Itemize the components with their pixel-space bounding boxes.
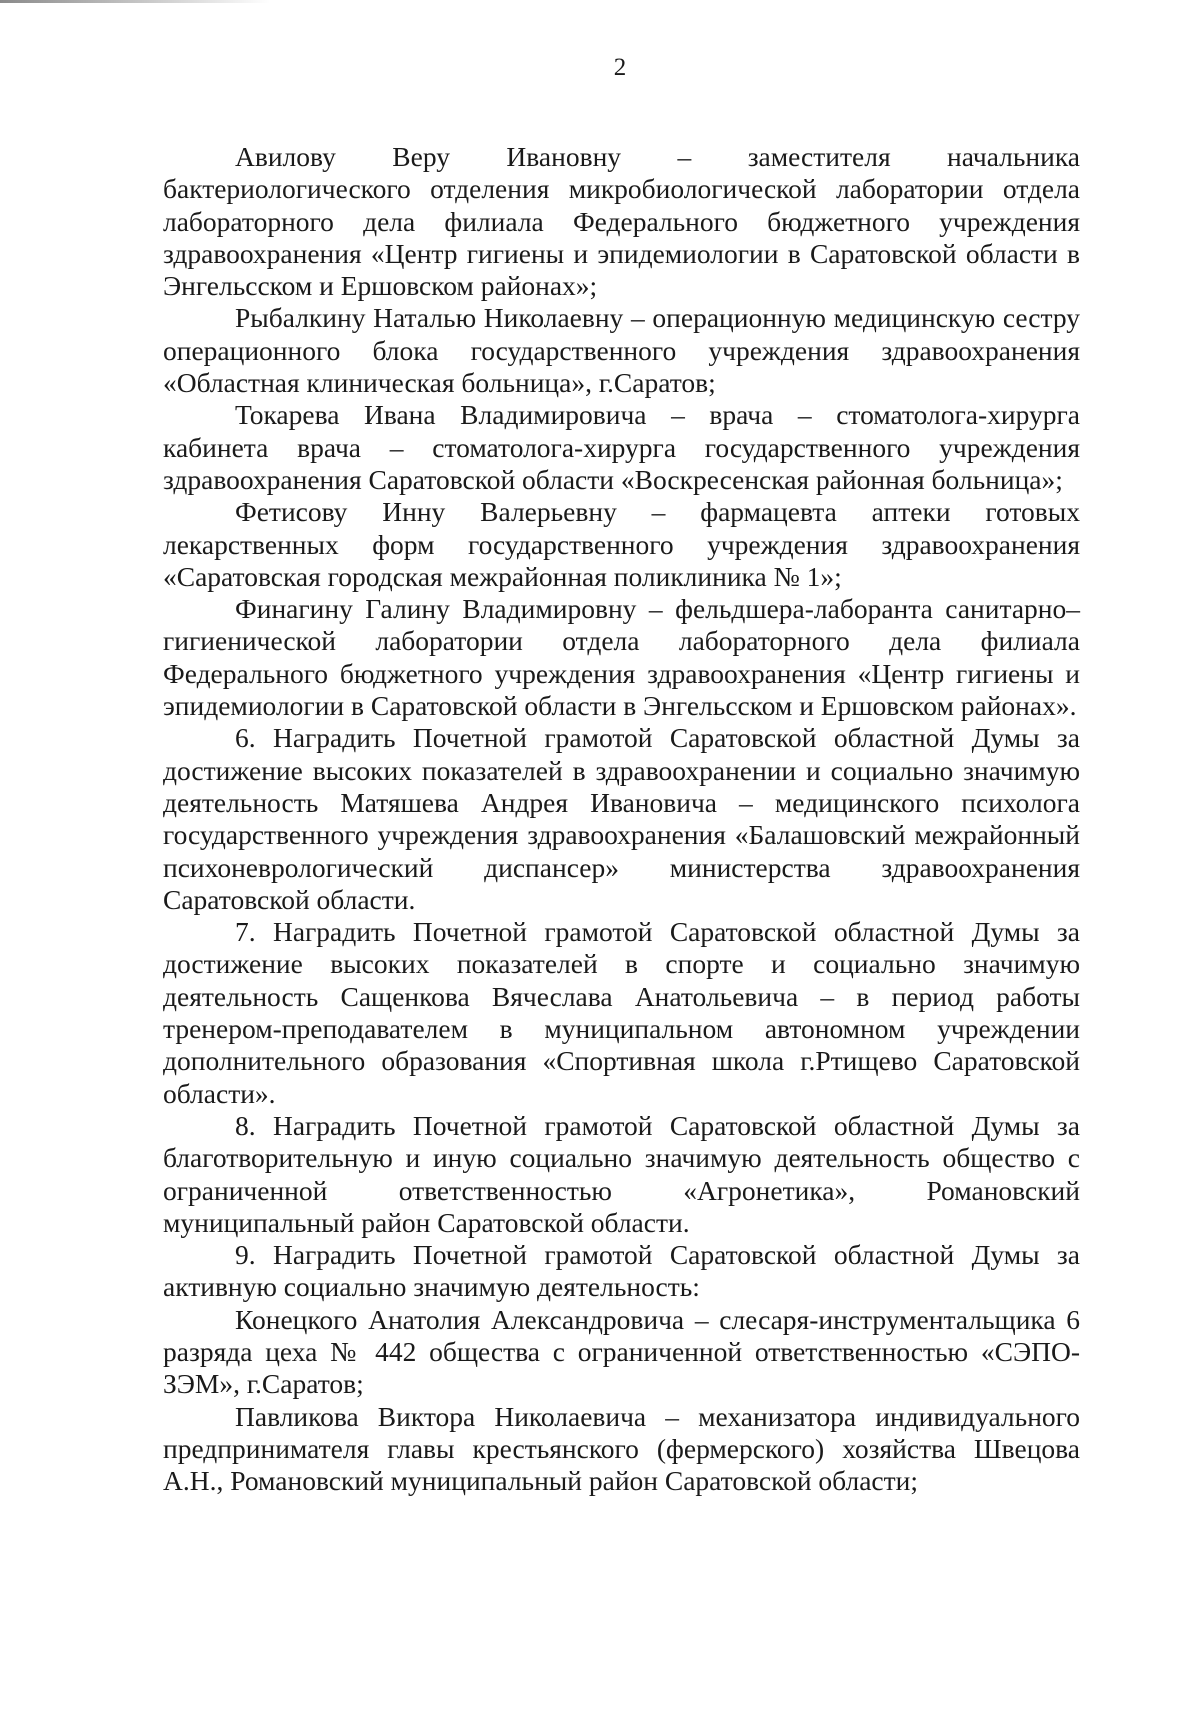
page-number: 2	[613, 54, 627, 81]
paragraph-pavlikov: Павликова Виктора Николаевича – механизатора индивидуального предпринимателя главы крестьянского (фермерского) хозяйства Швецова А.Н., Романовский муниципальный район Саратовской области;	[163, 1400, 1080, 1497]
paragraph-item-7: 7. Наградить Почетной грамотой Саратовской областной Думы за достижение высоких показателей в спорте и социально значимую деятельность Сащенкова Вячеслава Анатольевича – в период работы тренером-преподавателем в муниципальном автономном учреждении дополнительного образования «Спортивная школа г.Ртищево Саратовской области».	[163, 916, 1080, 1109]
paragraph-rybalkina: Рыбалкину Наталью Николаевну – операционную медицинскую сестру операционного блока государственного учреждения здравоохранения «Областная клиническая больница», г.Саратов;	[163, 302, 1080, 399]
paragraph-tokarev: Токарева Ивана Владимировича – врача – стоматолога-хирурга кабинета врача – стоматолога-хирурга государственного учреждения здравоохранения Саратовской области «Воскресенская районная больница»;	[163, 399, 1080, 495]
scan-edge-mark	[0, 0, 270, 3]
paragraph-finagina: Финагину Галину Владимировну – фельдшера-лаборанта санитарно–гигиенической лаборатории отдела лабораторного дела филиала Федерального бюджетного учреждения здравоохранения «Центр гигиены и эпидемиологии в Саратовской области в Энгельсском и Ершовском районах».	[163, 593, 1080, 722]
document-body	[163, 141, 1080, 1497]
paragraph-konetsky: Конецкого Анатолия Александровича – слесаря-инструментальщика 6 разряда цеха № 442 общества с ограниченной ответственностью «СЭПО-ЗЭМ», г.Саратов;	[163, 1303, 1080, 1400]
paragraph-avilova: Авилову Веру Ивановну – заместителя начальника бактериологического отделения микробиологической лаборатории отдела лабораторного дела филиала Федерального бюджетного учреждения здравоохранения «Центр гигиены и эпидемиологии в Саратовской области в Энгельсском и Ершовском районах»;	[163, 141, 1080, 302]
paragraph-item-8: 8. Наградить Почетной грамотой Саратовской областной Думы за благотворительную и иную социально значимую деятельность общество с ограниченной ответственностью «Агронетика», Романовский муниципальный район Саратовской области.	[163, 1109, 1080, 1238]
paragraph-item-6: 6. Наградить Почетной грамотой Саратовской областной Думы за достижение высоких показателей в здравоохранении и социально значимую деятельность Матяшева Андрея Ивановича – медицинского психолога государственного учреждения здравоохранения «Балашовский межрайонный психоневрологический диспансер» министерства здравоохранения Саратовской области.	[163, 722, 1080, 915]
paragraph-item-9: 9. Наградить Почетной грамотой Саратовской областной Думы за активную социально значимую деятельность:	[163, 1239, 1080, 1303]
paragraph-fetisova: Фетисову Инну Валерьевну – фармацевта аптеки готовых лекарственных форм государственного учреждения здравоохранения «Саратовская городская межрайонная поликлиника № 1»;	[163, 496, 1080, 592]
